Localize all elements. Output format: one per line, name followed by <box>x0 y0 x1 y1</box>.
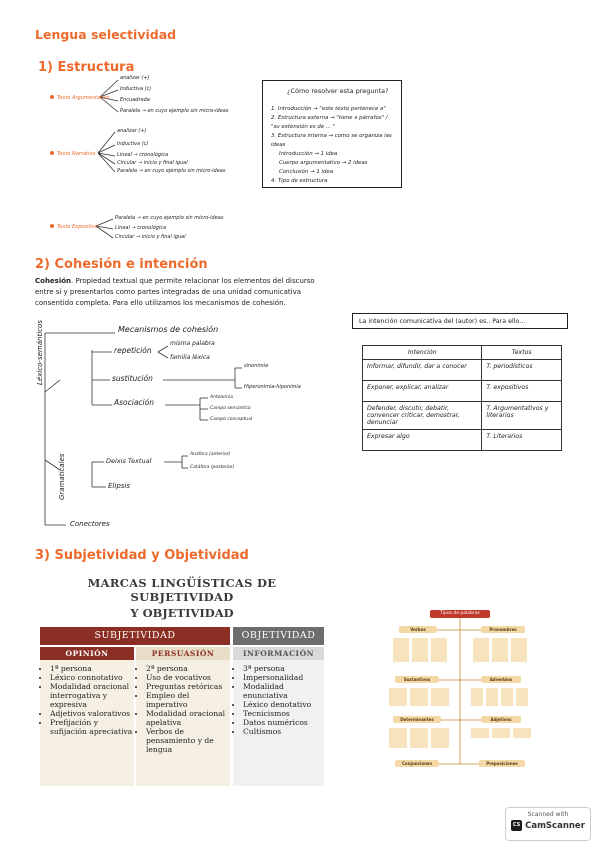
persuasion-header: PERSUASIÓN <box>136 647 230 660</box>
bullet-dot <box>50 151 54 155</box>
list-item: • Léxico denotativo <box>243 700 324 709</box>
informacion-list <box>233 664 324 736</box>
word-sustantivos: Sustantivos <box>395 676 439 683</box>
table-cell: T. Literarios <box>482 430 562 451</box>
hiperonimia: Hiperonimia-hiponimia <box>244 384 301 390</box>
section-heading-estructura: 1) Estructura <box>38 60 135 75</box>
subjectivity-poster <box>40 576 324 786</box>
section-heading-cohesion: 2) Cohesión e intención <box>35 257 208 272</box>
table-header: Intención <box>363 346 482 360</box>
cohesion-text: . Propiedad textual que permite relacionar los elementos del discurso <box>71 277 315 285</box>
poster-title: Y OBJETIVIDAD <box>130 606 234 620</box>
misma-palabra: misma palabra <box>170 340 215 347</box>
table-cell: Defender, discutir, debatir, convencer criticar, demostrar, denunciar <box>363 402 482 430</box>
word-preposiciones: Preposiciones <box>479 760 525 767</box>
noun-chips <box>389 688 451 706</box>
table-cell: T. expositivos <box>482 381 562 402</box>
table-row <box>363 430 562 451</box>
elipsis-label: Elipsis <box>108 482 130 490</box>
question-line: 3. Estructura interna → como se organiza las ideas <box>271 133 392 148</box>
text-type-argumentativo: Texto Argumentativo <box>50 93 109 101</box>
scanner-badge <box>505 807 591 841</box>
arg-item: Inductiva (c) <box>120 86 152 92</box>
exp-item: Paralela → en cuyo ejemplo sin micro-ideas <box>115 215 224 221</box>
question-line: Cuerpo argumentativo → 2 ideas <box>279 160 368 166</box>
text-type-expositivo: Texto Expositivo <box>50 222 98 230</box>
poster-obj-label: OBJETIVIDAD <box>241 630 316 641</box>
word-adjetivos: Adjetivos <box>481 716 521 723</box>
table-cell: T. Argumentativos y literarios <box>482 402 562 430</box>
campo-conceptual: Campo conceptual <box>210 417 253 422</box>
arg-item: Encuadrada <box>120 97 150 103</box>
section-heading-subjetividad: 3) Subjetividad y Objetividad <box>35 548 249 563</box>
determiner-chips <box>389 728 451 748</box>
word-pronombres: Pronombres <box>481 626 525 633</box>
table-row <box>363 360 562 381</box>
informacion-header: INFORMACIÓN <box>233 647 324 660</box>
question-box <box>262 80 402 188</box>
list-item: • Prefijación y sufijación apreciativa <box>50 718 134 736</box>
list-item: • Modalidad enunciativa <box>243 682 324 700</box>
list-item: • Cultismos <box>243 727 324 736</box>
poster-title: MARCAS LINGÜÍSTICAS DE SUBJETIVIDAD <box>87 576 277 604</box>
list-item: • Empleo del imperativo <box>146 691 230 709</box>
verb-chips <box>393 638 449 662</box>
cohesion-term: Cohesión <box>35 277 72 285</box>
list-item: • Impersonalidad <box>243 673 324 682</box>
list-item: • Verbos de pensamiento y de lengua <box>146 727 230 754</box>
intention-table <box>362 345 562 451</box>
poster-subj-label: SUBJETIVIDAD <box>94 630 176 641</box>
cohesion-text: entre sí y presentarlos como partes integradas de una unidad comunicativa <box>35 288 302 296</box>
cohesion-definition <box>35 276 365 309</box>
word-conjunciones: Conjunciones <box>395 760 439 767</box>
table-cell: Exponer, explicar, analizar <box>363 381 482 402</box>
adverb-chips <box>471 688 531 706</box>
campo-semantico: Campo semántico <box>210 406 251 411</box>
table-cell: T. periodísticos <box>482 360 562 381</box>
sinonimia: sinonimia <box>244 363 269 369</box>
page-title: Lengua selectividad <box>35 27 177 42</box>
table-row <box>363 381 562 402</box>
question-title: ¿Cómo resolver esta pregunta? <box>287 87 389 95</box>
question-line: Introducción → 1 idea <box>279 151 338 157</box>
list-item: • Adjetivos valorativos <box>50 709 134 718</box>
sustitucion-label: sustitución <box>112 374 153 383</box>
list-item: • Léxico connotativo <box>50 673 134 682</box>
intention-box: La intención comunicativa del (autor) es.. Para ello... <box>352 313 568 329</box>
diagram-title: Mecanismos de cohesión <box>118 325 219 334</box>
poster-subj-header <box>40 627 230 645</box>
nar-item: Lineal → cronológica <box>117 152 169 158</box>
question-line: Conclusión → 1 idea <box>279 169 334 175</box>
list-item: • Preguntas retóricas <box>146 682 230 691</box>
table-cell: Expresar algo <box>363 430 482 451</box>
poster-col-informacion <box>233 647 324 786</box>
word-determinantes: Determinantes <box>393 716 441 723</box>
word-verbos: Verbos <box>399 626 437 633</box>
deixis-label: Deixis Textual <box>106 457 152 465</box>
anafora: Anáfora (anterior) <box>190 452 231 457</box>
list-item: • 2ª persona <box>146 664 230 673</box>
lexico-label: Léxico-semánticos <box>36 320 44 385</box>
word-types-diagram <box>385 606 535 776</box>
list-item: • Uso de vocativos <box>146 673 230 682</box>
nar-item: analizar (+) <box>117 128 147 134</box>
opinion-header: OPINIÓN <box>40 647 134 660</box>
question-line: 4. Tipo de estructura <box>271 178 328 184</box>
arg-item: analizar (+) <box>120 75 150 81</box>
nar-item: Paralela → en cuyo ejemplo sin micro-ideas <box>117 168 226 174</box>
scanner-line2: CamScanner <box>525 820 585 831</box>
nar-item: Circular → inicio y final igual <box>117 160 188 166</box>
list-item: • 3ª persona <box>243 664 324 673</box>
opinion-list <box>40 664 134 736</box>
nar-item: Inductiva (c) <box>117 141 149 147</box>
list-item: • Modalidad oracional apelativa <box>146 709 230 727</box>
word-root: Tipos de palabras <box>430 610 490 618</box>
list-item: • Tecnicismos <box>243 709 324 718</box>
word-adverbios: Adverbios <box>481 676 521 683</box>
bullet-dot <box>50 224 54 228</box>
list-item: • Datos numéricos <box>243 718 324 727</box>
bullet-dot <box>50 95 54 99</box>
table-cell: Informar, difundir, dar a conocer <box>363 360 482 381</box>
familia-lexica: familia léxica <box>170 354 210 361</box>
adjective-chips <box>471 728 531 738</box>
camscanner-logo-icon: CS <box>511 820 522 831</box>
text-type-narrativo: Texto Narrativo <box>50 149 95 157</box>
persuasion-list <box>136 664 230 754</box>
poster-col-persuasion <box>136 647 230 786</box>
conectores-label: Conectores <box>70 520 110 528</box>
catafora: Catáfora (posterior) <box>190 465 235 470</box>
poster-obj-header <box>233 627 324 645</box>
cohesion-text: consentido completa. Para ello utilizamos los mecanismos de cohesión. <box>35 299 286 307</box>
table-row <box>363 402 562 430</box>
scanner-line1: Scanned with <box>527 811 569 818</box>
exp-item: Circular → inicio y final igual <box>115 234 186 240</box>
exp-item: Lineal → cronológica <box>115 225 167 231</box>
asociacion-label: Asociación <box>114 398 154 407</box>
table-header-row <box>363 346 562 360</box>
list-item: • 1ª persona <box>50 664 134 673</box>
gram-label: Gramaticales <box>58 453 66 500</box>
question-line: 1. Introducción → "este texto pertenece a" <box>271 106 386 112</box>
pronoun-chips <box>473 638 529 662</box>
repeticion-label: repetición <box>114 346 152 355</box>
antonimia: Antonimia <box>210 395 233 400</box>
list-item: • Modalidad oracional interrogativa y expresiva <box>50 682 134 709</box>
table-header: Textos <box>482 346 562 360</box>
arg-item: Paralela → en cuyo ejemplo sin micro-ideas <box>120 108 229 114</box>
question-line: 2. Estructura externa → "tiene x párrafos" / "su extensión es de ... " <box>271 115 388 130</box>
poster-col-opinion <box>40 647 134 786</box>
